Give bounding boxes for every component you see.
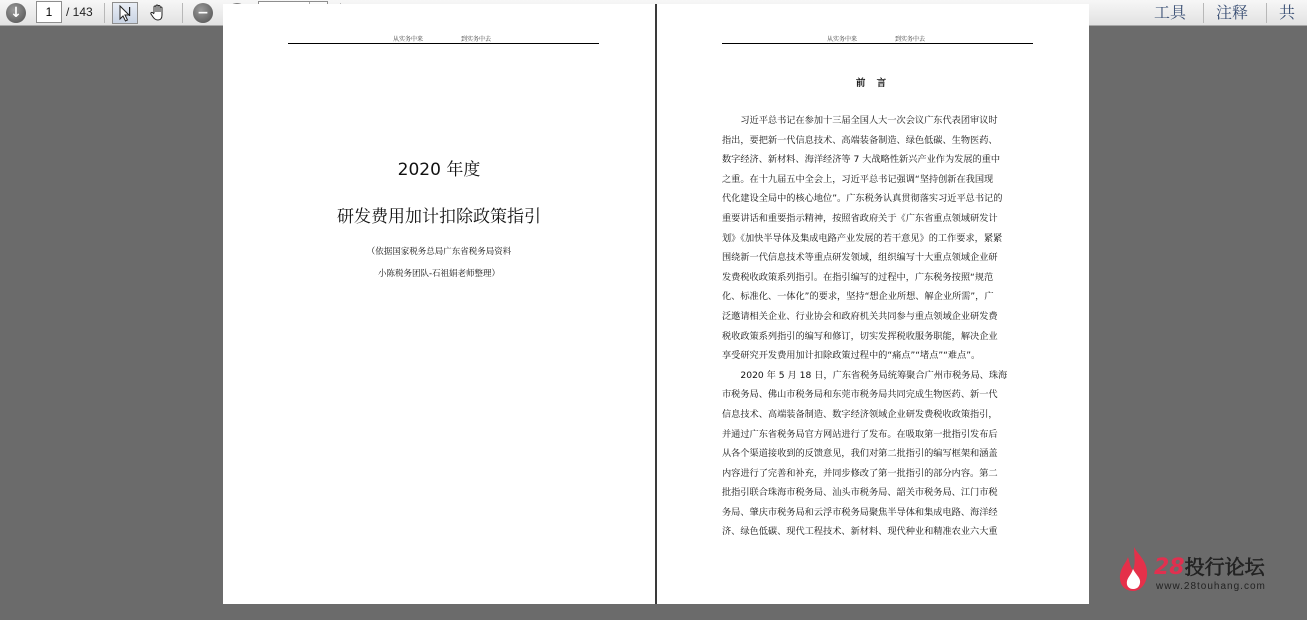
text-line: 济、绿色低碳、现代工程技术、新材料、现代种业和精准农业六大重 xyxy=(722,526,998,538)
text-line: 划》《加快半导体及集成电路产业发展的若干意见》的工作要求，紧紧 xyxy=(722,232,1003,244)
header-rule xyxy=(722,43,1033,44)
text-line: 之重。在十九届五中全会上，习近平总书记强调“坚持创新在我国现 xyxy=(722,173,994,185)
watermark-logo xyxy=(1112,545,1292,595)
page-total: / 143 xyxy=(66,5,93,19)
header-left: 从实务中来 xyxy=(827,36,858,43)
header-rule xyxy=(288,43,599,44)
text-line: 享受研究开发费用加计扣除政策过程中的“痛点”“堵点”“难点”。 xyxy=(722,350,981,362)
flame-icon xyxy=(1114,545,1154,593)
preface-title: 前 言 xyxy=(855,78,891,89)
text-line: 市税务局、佛山市税务局和东莞市税务局共同完成生物医药、新一代 xyxy=(722,389,998,401)
text-line: 务局、肇庆市税务局和云浮市税务局聚焦半导体和集成电路、海洋经 xyxy=(722,506,998,518)
watermark-number: 28 xyxy=(1154,555,1185,580)
next-page-button[interactable] xyxy=(6,2,26,24)
text-line: 发费税收政策系列指引。在指引编写的过程中，广东税务按照“规范 xyxy=(722,271,994,283)
header-right: 到实务中去 xyxy=(461,36,492,43)
text-line: 从各个渠道接收到的反馈意见，我们对第二批指引的编写框架和涵盖 xyxy=(722,448,998,460)
minus-icon: − xyxy=(193,3,213,23)
text-line: 内容进行了完善和补充，并同步修改了第一批指引的部分内容。第二 xyxy=(722,467,998,479)
text-line: 数字经济、新材料、海洋经济等 7 大战略性新兴产业作为发展的重中 xyxy=(722,154,1001,166)
hand-icon xyxy=(148,3,168,23)
cover-note-line2: 小陈税务团队-石祖娟老师整理） xyxy=(377,269,501,279)
text-line: 税收政策系列指引的编写和修订，切实发挥税收服务职能，解决企业 xyxy=(722,330,998,342)
page-preface xyxy=(657,4,1089,604)
hand-tool-button[interactable] xyxy=(145,2,171,24)
text-line: 习近平总书记在参加十三届全国人大一次会议广东代表团审议时 xyxy=(722,115,998,126)
header-right: 到实务中去 xyxy=(895,36,926,43)
preface-body xyxy=(722,111,1033,542)
text-line: 批指引联合珠海市税务局、汕头市税务局、韶关市税务局、江门市税 xyxy=(722,487,998,499)
zoom-out-button[interactable] xyxy=(193,2,213,24)
tools-link[interactable]: 工具 xyxy=(1154,3,1187,22)
watermark-url: www.28touhang.com xyxy=(1156,581,1266,592)
header-left: 从实务中来 xyxy=(393,36,424,43)
text-line: 泛邀请相关企业、行业协会和政府机关共同参与重点领域企业研发费 xyxy=(722,310,998,322)
text-line: 代化建设全局中的核心地位”。广东税务认真贯彻落实习近平总书记的 xyxy=(722,193,1003,205)
comment-link[interactable]: 注释 xyxy=(1216,3,1249,22)
cover-title: 研发费用加计扣除政策指引 xyxy=(337,207,541,227)
page-number-input[interactable]: 1 xyxy=(36,1,62,23)
toolbar-separator xyxy=(104,3,105,23)
toolbar-separator xyxy=(1203,3,1204,23)
cover-year: 2020 年度 xyxy=(397,160,481,180)
arrow-down-icon: ↓ xyxy=(6,3,26,23)
text-line: 2020 年 5 月 18 日，广东省税务局统筹聚合广州市税务局、珠海 xyxy=(722,369,1008,381)
cursor-icon xyxy=(116,4,134,22)
text-line: 重要讲话和重要指示精神，按照省政府关于《广东省重点领域研发计 xyxy=(722,212,998,224)
share-link[interactable]: 共 xyxy=(1279,3,1296,22)
select-tool-button[interactable] xyxy=(112,2,138,24)
toolbar-separator xyxy=(182,3,183,23)
watermark-title xyxy=(1154,551,1265,580)
text-line: 并通过广东省税务局官方网站进行了发布。在吸取第一批指引发布后 xyxy=(722,428,998,440)
watermark-name: 投行论坛 xyxy=(1184,555,1265,579)
toolbar-separator xyxy=(1266,3,1267,23)
cover-note-line1: （依据国家税务总局广东省税务局资料 xyxy=(366,247,512,257)
text-line: 指出，要把新一代信息技术、高端装备制造、绿色低碳、生物医药、 xyxy=(722,134,998,146)
text-line: 信息技术、高端装备制造、数字经济领域企业研发费税收政策指引， xyxy=(722,408,998,420)
page-cover xyxy=(223,4,655,604)
text-line: 化、标准化、一体化”的要求，坚持“想企业所想、解企业所需”，广 xyxy=(722,291,994,303)
text-line: 围绕新一代信息技术等重点研发领域，组织编写十大重点领域企业研 xyxy=(722,252,998,264)
